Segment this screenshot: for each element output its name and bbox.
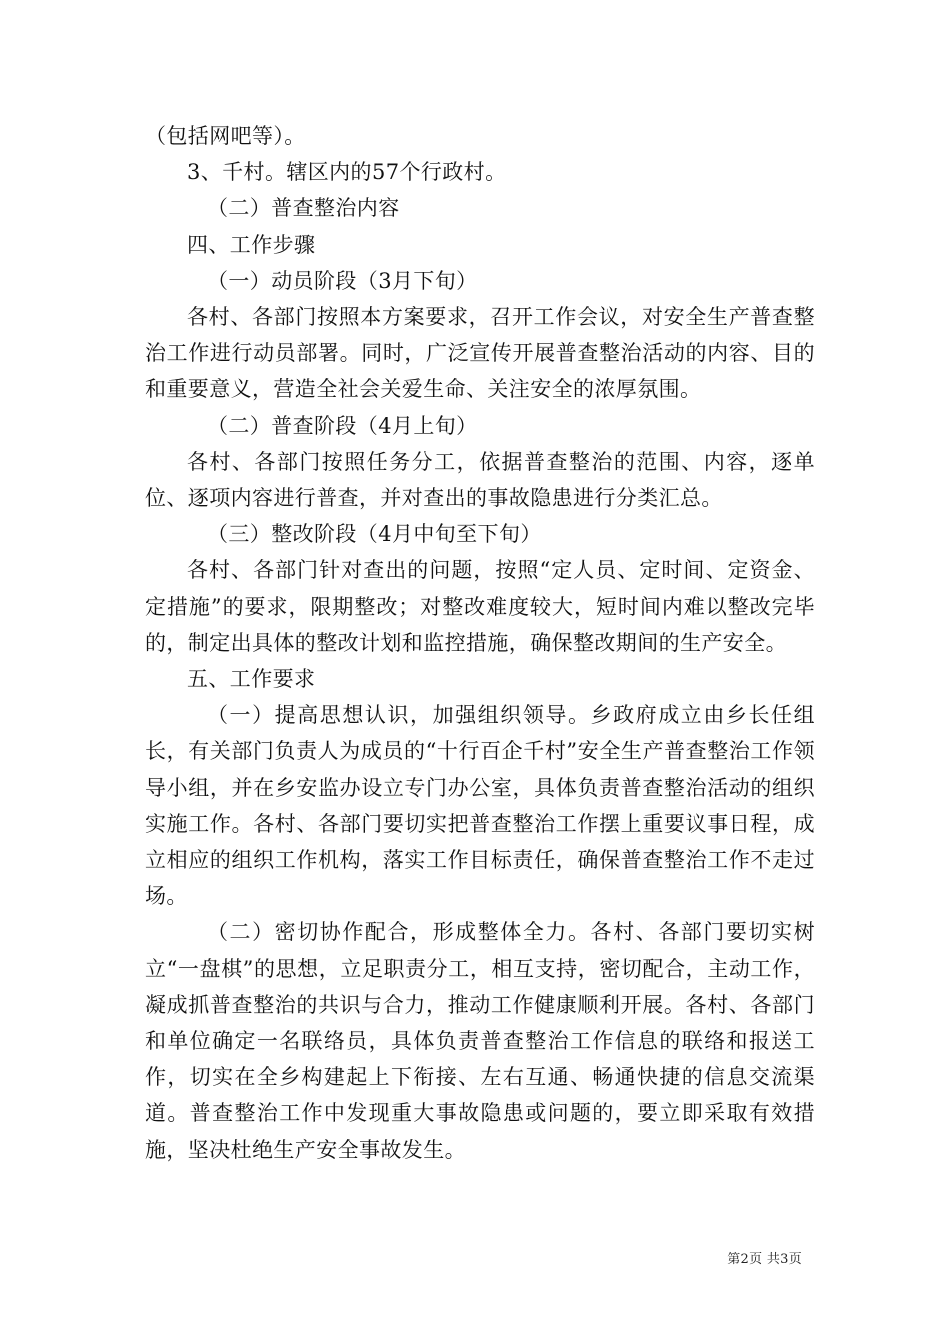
paragraph-coordination: （二）密切协作配合，形成整体全力。各村、各部门要切实树立“一盘棋”的思想，立足职责分工，相互支持，密切配合，主动工作，凝成抓普查整治的共识与合力，推动工作健康顺利开展。各村、各部门和单位确定一名联络员，具体负责普查整治工作信息的联络和报送工作，切实在全乡构建起上下衔接、左右互通、畅通快捷的信息交流渠道。普查整治工作中发现重大事故隐患或问题的，要立即采取有效措施，坚决杜绝生产安全事故发生。 [145, 920, 815, 1162]
subheading-mobilization-stage: （一）动员阶段（3月下旬） [207, 268, 478, 293]
page-number-footer: 第2页 共3页 [727, 1252, 802, 1267]
subheading-rectification-stage: （三）整改阶段（4月中旬至下旬） [207, 522, 542, 547]
paragraph-mobilization: 各村、各部门按照本方案要求，召开工作会议，对安全生产普查整治工作进行动员部署。同时，广泛宣传开展普查整治活动的内容、目的和重要意义，营造全社会关爱生命、关注安全的浓厚氛围。 [145, 305, 815, 402]
paragraph-rectification: 各村、各部门针对查出的问题，按照“定人员、定时间、定资金、定措施”的要求，限期整改；对整改难度较大，短时间内难以整改完毕的，制定出具体的整改计划和监控措施，确保整改期间的生产安全。 [145, 558, 815, 655]
subheading-inspection-stage: （二）普查阶段（4月上旬） [207, 413, 478, 438]
document-body [145, 118, 815, 1168]
paragraph-inspection: 各村、各部门按照任务分工，依据普查整治的范围、内容，逐单位、逐项内容进行普查，并对查出的事故隐患进行分类汇总。 [145, 449, 815, 511]
subheading-inspection-content: （二）普查整治内容 [207, 196, 400, 221]
paragraph-continuation: （包括网吧等）。 [145, 124, 306, 148]
heading-work-steps: 四、工作步骤 [187, 232, 316, 257]
heading-work-requirements: 五、工作要求 [187, 667, 316, 692]
paragraph-item-villages: 3、千村。辖区内的57个行政村。 [187, 160, 507, 185]
paragraph-leadership: （一）提高思想认识，加强组织领导。乡政府成立由乡长任组长，有关部门负责人为成员的“十行百企千村”安全生产普查整治工作领导小组，并在乡安监办设立专门办公室，具体负责普查整治活动的组织实施工作。各村、各部门要切实把普查整治工作摆上重要议事日程，成立相应的组织工作机构，落实工作目标责任，确保普查整治工作不走过场。 [145, 703, 815, 909]
